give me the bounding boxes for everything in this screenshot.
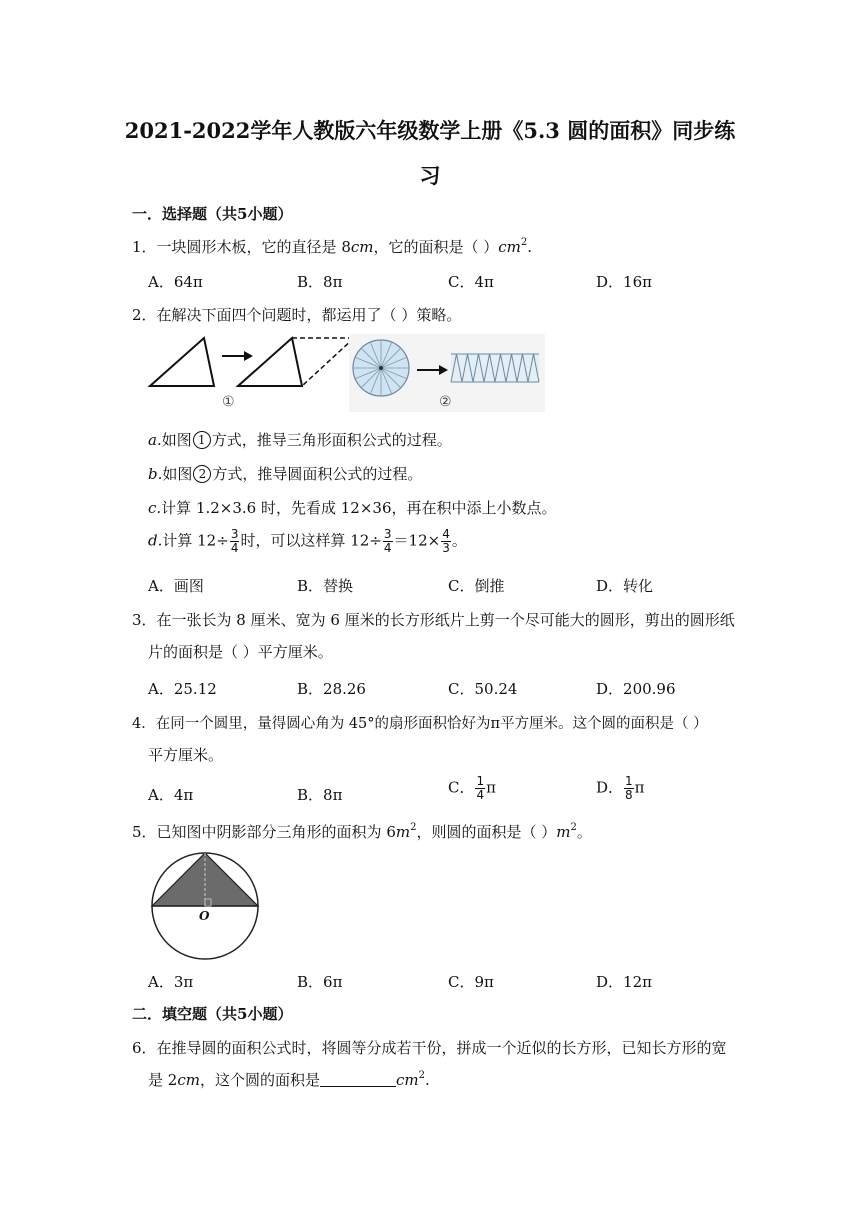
q1-option-c: C．4π xyxy=(448,273,494,291)
q5-option-d: D．12π xyxy=(596,973,652,991)
q2-option-d: D．转化 xyxy=(596,577,654,595)
q1-text-c: . xyxy=(527,238,533,256)
q2-statement-a: a.如图 1 方式，推导三角形面积公式的过程。 xyxy=(148,431,452,449)
q2-option-c: C．倒推 xyxy=(448,577,505,595)
fig-label-1: ① xyxy=(222,394,235,410)
triangle-parallelogram-figure xyxy=(146,334,358,412)
q1-unit2: cm xyxy=(498,238,521,256)
circled-number-1: 1 xyxy=(193,431,211,449)
center-label-o: O xyxy=(199,909,210,923)
q2-statement-d: d.计算 12÷ $\frac{3}{4}$ 时，可以这样算 12÷ $\frac{3}{4}$ ＝12× $\frac{4}{3}$ 。 xyxy=(148,527,467,555)
q2-option-b: B．替换 xyxy=(297,577,354,595)
question-4-line2: 平方厘米。 xyxy=(148,746,224,764)
circled-number-2: 2 xyxy=(193,465,211,483)
doc-title-line1: 2021-2022学年人教版六年级数学上册《5.3 圆的面积》同步练 xyxy=(124,118,736,143)
q1-text-a: 1．一块圆形木板，它的直径是 8 xyxy=(132,238,351,256)
q3-option-a: A．25.12 xyxy=(148,680,217,698)
question-1 xyxy=(132,236,532,257)
section-heading-fill: 二．填空题（共5小题） xyxy=(132,1005,293,1023)
q2-statement-b: b.如图 2 方式，推导圆面积公式的过程。 xyxy=(148,465,423,483)
q2-statement-c: c.计算 1.2×3.6 时，先看成 12×36，再在积中添上小数点。 xyxy=(148,499,557,517)
q4-option-b: B．8π xyxy=(297,786,343,804)
q1-unit1: cm xyxy=(350,238,374,256)
q4-option-d: D． $\frac{1}{8}$ π xyxy=(596,774,645,802)
question-5: 5．已知图中阴影部分三角形的面积为 $6m^2$，则圆的面积是（ ）$m^2$。 xyxy=(132,822,592,841)
fraction-4-3: $\frac{4}{3}$ xyxy=(442,527,450,555)
fraction-3-4: $\frac{3}{4}$ xyxy=(230,527,239,555)
q3-option-c: C．50.24 xyxy=(448,680,518,698)
q4-option-a: A．4π xyxy=(148,786,194,804)
circle-rectangle-figure xyxy=(349,334,545,412)
q3-option-d: D．200.96 xyxy=(596,680,676,698)
q5-option-a: A．3π xyxy=(148,973,194,991)
question-3-line1: 3．在一张长为 8 厘米、宽为 6 厘米的长方形纸片上剪一个尽可能大的圆形，剪出的圆形纸 xyxy=(132,611,735,629)
q4-option-c: C． $\frac{1}{4}$ π xyxy=(448,774,496,802)
q5-option-b: B．6π xyxy=(297,973,343,991)
q1-text-b: ，它的面积是（ ） xyxy=(373,238,499,256)
question-6-line2: 是 2cm，这个圆的面积是 $cm^2$. xyxy=(148,1070,430,1089)
question-4-line1: 4．在同一个圆里，量得圆心角为 45°的扇形面积恰好为π平方厘米。这个圆的面积是（ ） xyxy=(132,716,708,732)
answer-blank[interactable] xyxy=(320,1072,396,1087)
q1-option-d: D．16π xyxy=(596,273,652,291)
q3-option-b: B．28.26 xyxy=(297,680,366,698)
circle-shaded-triangle-figure xyxy=(148,852,262,960)
q1-sup: 2 xyxy=(520,237,528,248)
q1-option-a: A．64π xyxy=(148,273,203,291)
q1-option-b: B．8π xyxy=(297,273,343,291)
section-heading-choice: 一．选择题（共5小题） xyxy=(132,205,293,223)
q5-option-c: C．9π xyxy=(448,973,494,991)
question-6-line1: 6．在推导圆的面积公式时，将圆等分成若干份，拼成一个近似的长方形，已知长方形的宽 xyxy=(132,1039,727,1057)
fraction-3-4-b: $\frac{3}{4}$ xyxy=(383,527,392,555)
fig-label-2: ② xyxy=(439,394,452,410)
doc-title-line2: 习 xyxy=(419,163,441,188)
q2-option-a: A．画图 xyxy=(148,577,204,595)
question-2: 2．在解决下面四个问题时，都运用了（ ）策略。 xyxy=(132,306,462,324)
question-3-line2: 片的面积是（ ）平方厘米。 xyxy=(148,643,333,661)
